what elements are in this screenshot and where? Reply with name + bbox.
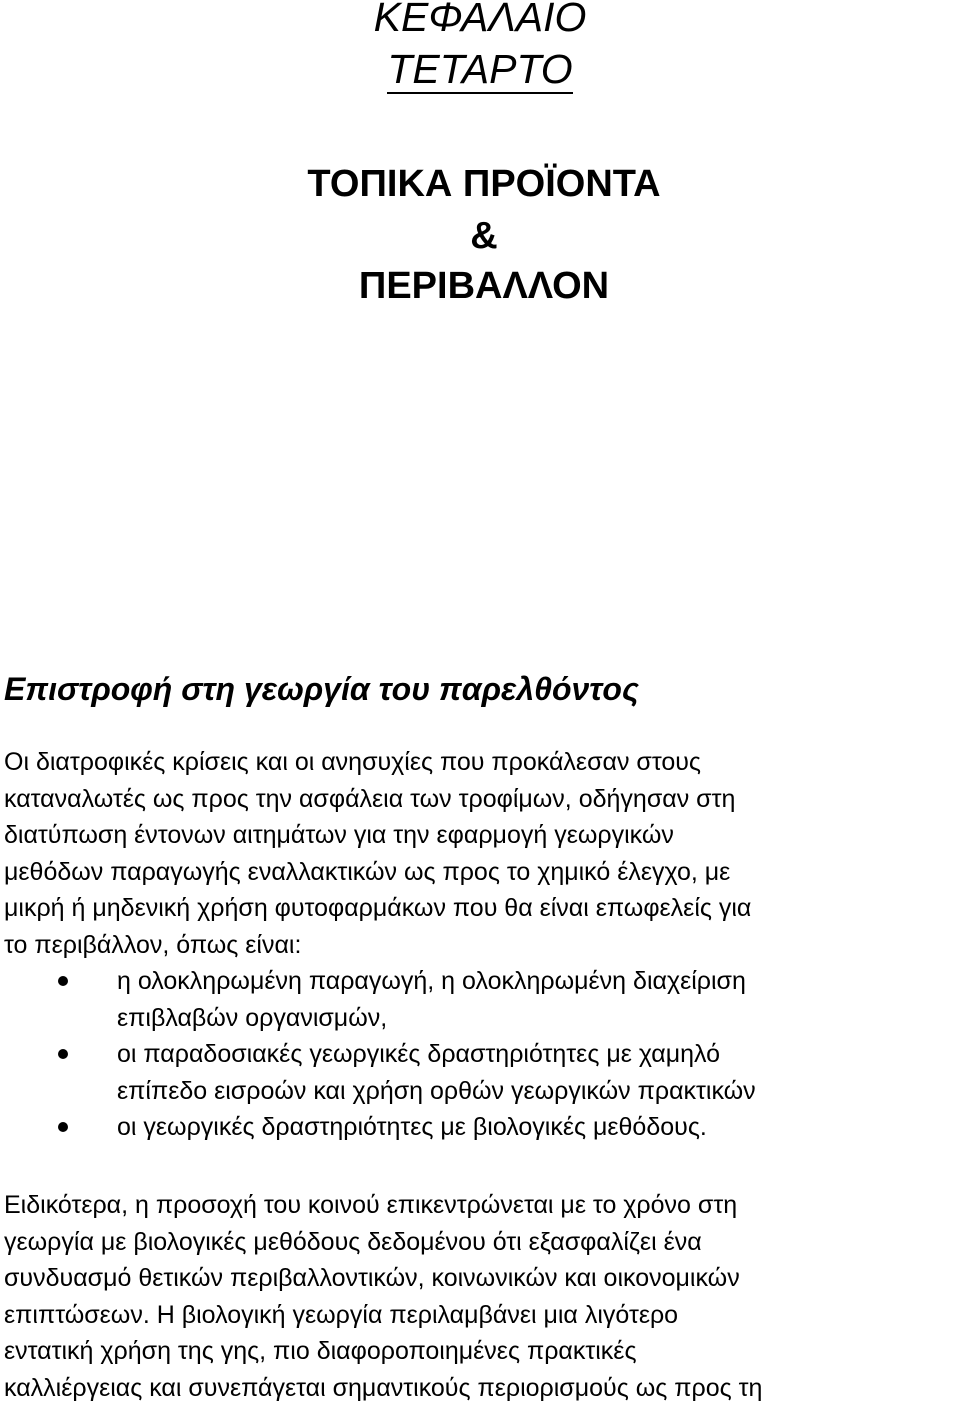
bullet-icon <box>58 1122 68 1132</box>
bullet-icon <box>58 976 68 986</box>
bullet-item <box>0 1109 960 1146</box>
bullet-list <box>0 963 960 1146</box>
bullet-icon <box>58 1049 68 1059</box>
chapter-label-line2 <box>0 44 960 94</box>
paragraph-line: διατύπωση έντονων αιτημάτων για την εφαρμογή γεωργικών <box>4 821 674 849</box>
paragraph-intro <box>4 744 956 963</box>
paragraph-line: Οι διατροφικές κρίσεις και οι ανησυχίες που προκάλεσαν στους <box>4 748 701 776</box>
bullet-line: επιβλαβών οργανισμών, <box>117 1003 388 1032</box>
page-title-line2: & <box>470 215 498 257</box>
bullet-item <box>0 963 960 1036</box>
bullet-item <box>0 1036 960 1109</box>
paragraph-organic <box>4 1187 956 1406</box>
bullet-line: επίπεδο εισροών και χρήση ορθών γεωργικών πρακτικών <box>117 1076 756 1105</box>
paragraph-line: καλλιέργειας και συνεπάγεται σημαντικούς περιορισμούς ως προς τη <box>4 1373 763 1402</box>
page-title-line3: ΠΕΡΙΒΑΛΛΟΝ <box>358 265 610 307</box>
paragraph-line: μεθόδων παραγωγής εναλλακτικών ως προς το χημικό έλεγχο, με <box>4 857 731 886</box>
paragraph-line: Ειδικότερα, η προσοχή του κοινού επικεντρώνεται με το χρόνο στη <box>4 1191 738 1219</box>
paragraph-line: επιπτώσεων. Η βιολογική γεωργία περιλαμβάνει μια λιγότερο <box>4 1300 679 1329</box>
paragraph-line: γεωργία με βιολογικές μεθόδους δεδομένου ότι εξασφαλίζει ένα <box>4 1227 702 1256</box>
paragraph-line: το περιβάλλον, όπως είναι: <box>4 930 302 959</box>
chapter-label-line1: ΚΕΦΑΛΑΙΟ <box>373 0 587 40</box>
paragraph-line: καταναλωτές ως προς την ασφάλεια των τροφίμων, οδήγησαν στη <box>4 784 736 813</box>
page-title-line1: ΤΟΠΙΚΑ ΠΡΟΪΟΝΤΑ <box>307 163 661 205</box>
bullet-line: οι παραδοσιακές γεωργικές δραστηριότητες με χαμηλό <box>117 1040 721 1068</box>
chapter-label-line2-text: ΤΕΤΑΡΤΟ <box>387 46 573 92</box>
section-heading: Επιστροφή στη γεωργία του παρελθόντος <box>4 671 639 707</box>
bullet-line: οι γεωργικές δραστηριότητες με βιολογικές μεθόδους. <box>117 1113 707 1141</box>
paragraph-line: συνδυασμό θετικών περιβαλλοντικών, κοινωνικών και οικονομικών <box>4 1264 740 1292</box>
bullet-line: η ολοκληρωμένη παραγωγή, η ολοκληρωμένη διαχείριση <box>117 967 746 995</box>
paragraph-line: μικρή ή μηδενική χρήση φυτοφαρμάκων που θα είναι επωφελείς για <box>4 894 752 922</box>
paragraph-line: εντατική χρήση της γης, πιο διαφοροποιημένες πρακτικές <box>4 1337 637 1365</box>
